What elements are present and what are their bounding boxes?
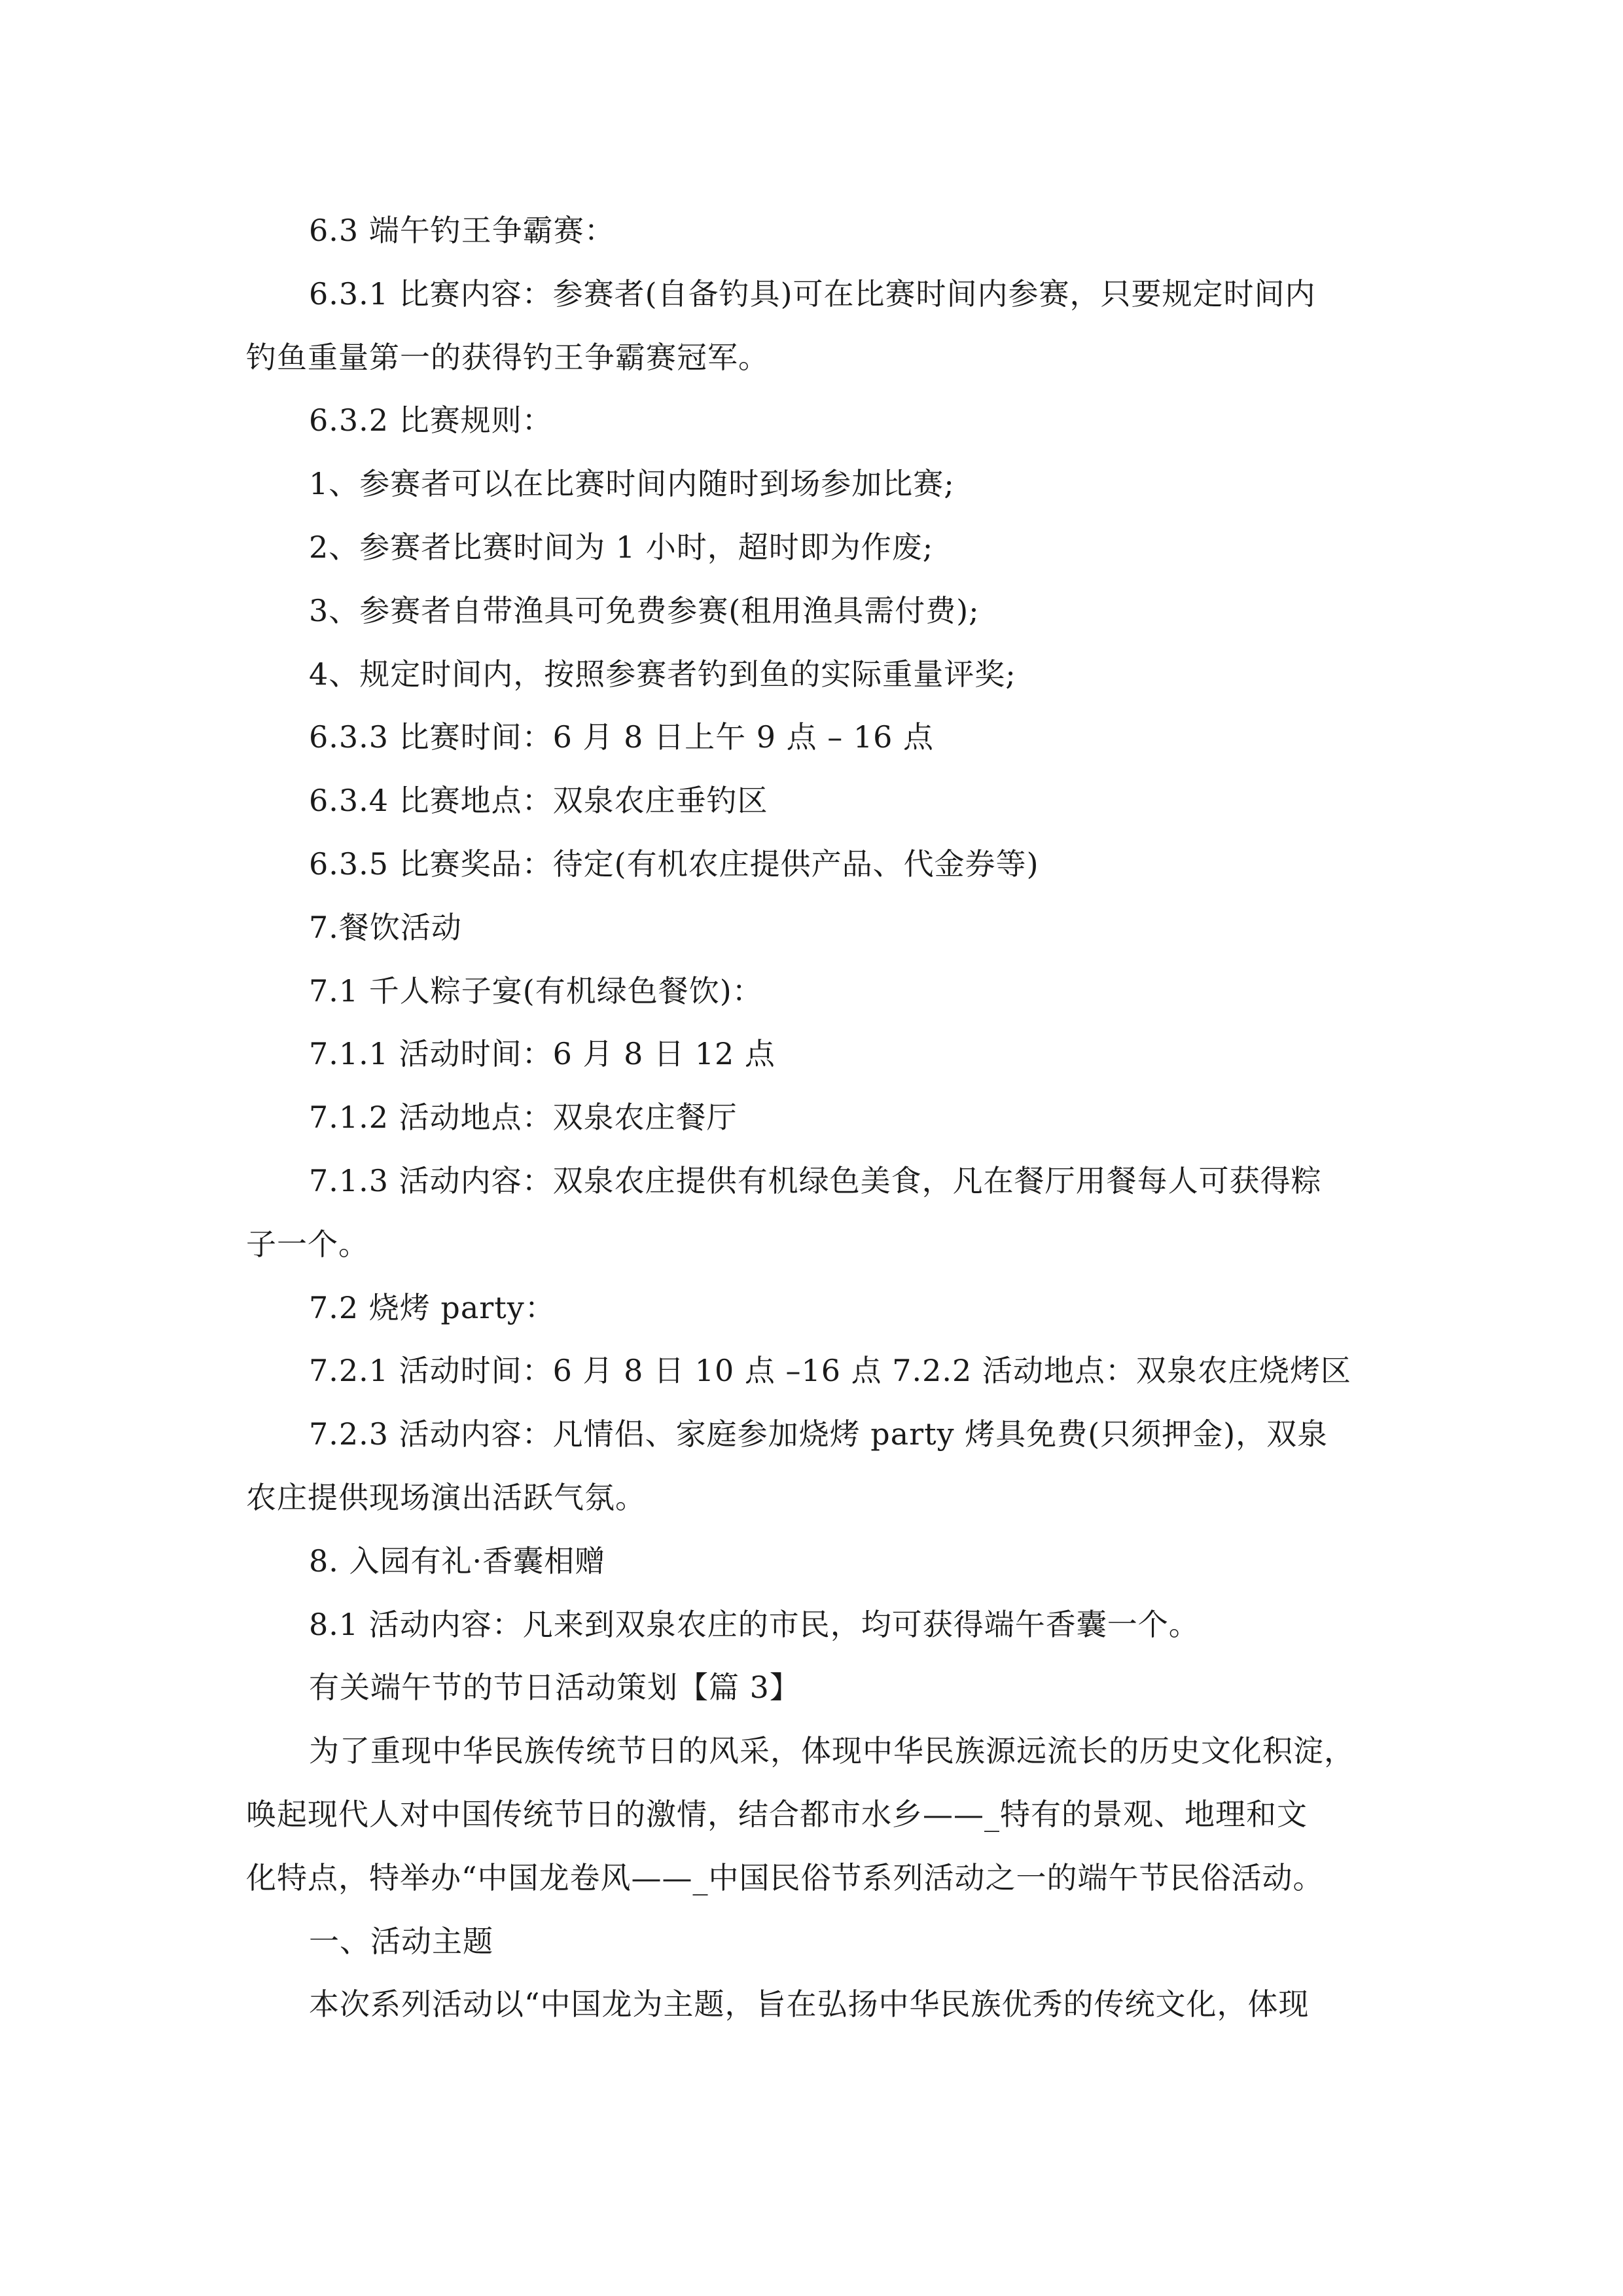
- list-item: 2、参赛者比赛时间为 1 小时，超时即为作废;: [309, 529, 934, 565]
- heading-7-1: 7.1 千人粽子宴(有机绿色餐饮)：: [309, 973, 763, 1009]
- paragraph-line: 为了重现中华民族传统节日的风采，体现中华民族源远流长的历史文化积淀，: [309, 1733, 1355, 1768]
- paragraph-line: 7.1.2 活动地点：双泉农庄餐厅: [309, 1100, 738, 1135]
- heading-activity-theme: 一、活动主题: [309, 1924, 493, 1959]
- heading-6-3: 6.3 端午钓王争霸赛：: [309, 213, 615, 248]
- list-item: 3、参赛者自带渔具可免费参赛(租用渔具需付费);: [309, 593, 980, 628]
- paragraph-line: 化特点，特举办“中国龙卷风——_中国民俗节系列活动之一的端午节民俗活动。: [246, 1860, 1324, 1895]
- paragraph-line: 6.3.1 比赛内容：参赛者(自备钓具)可在比赛时间内参赛，只要规定时间内: [309, 276, 1316, 312]
- paragraph-line: 8.1 活动内容：凡来到双泉农庄的市民，均可获得端午香囊一个。: [309, 1607, 1200, 1642]
- paragraph-line: 6.3.3 比赛时间：6 月 8 日上午 9 点 – 16 点: [309, 719, 934, 755]
- section-title: 有关端午节的节日活动策划【篇 3】: [309, 1670, 800, 1705]
- heading-8: 8. 入园有礼·香囊相赠: [309, 1543, 606, 1579]
- list-item: 1、参赛者可以在比赛时间内随时到场参加比赛;: [309, 466, 955, 501]
- paragraph-line: 钓鱼重量第一的获得钓王争霸赛冠军。: [246, 340, 769, 375]
- paragraph-line: 农庄提供现场演出活跃气氛。: [246, 1480, 646, 1515]
- paragraph-line: 6.3.4 比赛地点：双泉农庄垂钓区: [309, 783, 768, 818]
- list-item: 4、规定时间内，按照参赛者钓到鱼的实际重量评奖;: [309, 656, 1016, 692]
- paragraph-line: 本次系列活动以“中国龙为主题，旨在弘扬中华民族优秀的传统文化，体现: [309, 1986, 1310, 2022]
- paragraph-line: 6.3.5 比赛奖品：待定(有机农庄提供产品、代金券等): [309, 846, 1039, 882]
- heading-7: 7.餐饮活动: [309, 910, 462, 945]
- paragraph-line: 7.2.3 活动内容：凡情侣、家庭参加烧烤 party 烤具免费(只须押金)，双泉: [309, 1416, 1329, 1452]
- heading-6-3-2: 6.3.2 比赛规则：: [309, 403, 553, 438]
- paragraph-line: 子一个。: [246, 1227, 369, 1262]
- paragraph-line: 7.2.1 活动时间：6 月 8 日 10 点 –16 点 7.2.2 活动地点：双泉农庄烧烤区: [309, 1353, 1351, 1388]
- paragraph-line: 7.1.3 活动内容：双泉农庄提供有机绿色美食，凡在餐厅用餐每人可获得粽: [309, 1163, 1322, 1198]
- heading-7-2: 7.2 烧烤 party：: [309, 1290, 556, 1325]
- paragraph-line: 7.1.1 活动时间：6 月 8 日 12 点: [309, 1036, 776, 1071]
- paragraph-line: 唤起现代人对中国传统节日的激情，结合都市水乡——_特有的景观、地理和文: [246, 1797, 1308, 1832]
